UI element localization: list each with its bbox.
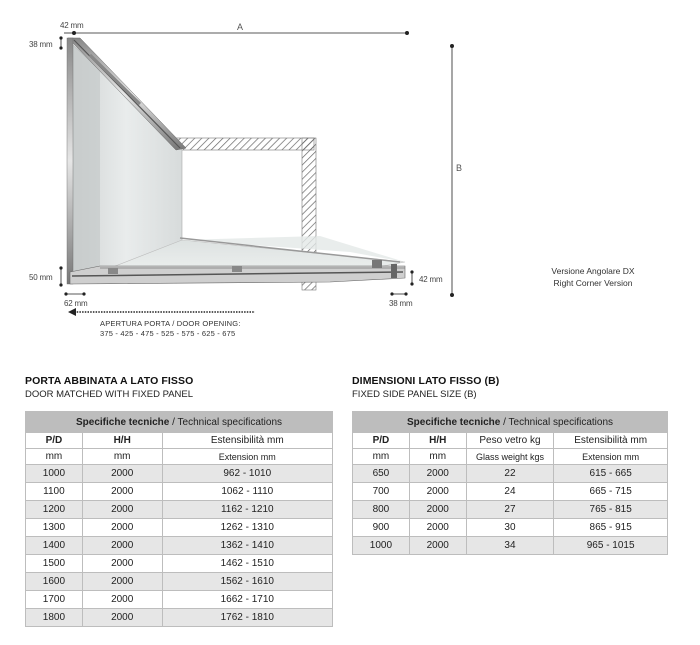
col-pd: P/D xyxy=(353,433,410,449)
right-section-title: DIMENSIONI LATO FISSO (B) xyxy=(352,375,500,387)
version-note xyxy=(538,265,648,289)
dim-42-top-label: 42 mm xyxy=(60,21,84,30)
table-row: 1700 2000 1662 - 1710 xyxy=(26,591,333,609)
col-extension-en: Extension mm xyxy=(554,449,668,465)
unit-hh: mm xyxy=(409,449,466,465)
dim-62-label: 62 mm xyxy=(64,299,88,308)
unit-pd: mm xyxy=(26,449,83,465)
dim-a-label: A xyxy=(237,22,244,32)
spec-header: Specifiche tecniche / Technical specifications xyxy=(26,412,333,433)
opening-label: APERTURA PORTA / DOOR OPENING: xyxy=(100,319,241,328)
unit-hh: mm xyxy=(82,449,162,465)
table-row: 800 2000 27 765 - 815 xyxy=(353,501,668,519)
table-row: 900 2000 30 865 - 915 xyxy=(353,519,668,537)
table-row: 1500 2000 1462 - 1510 xyxy=(26,555,333,573)
col-extension-it: Estensibilità mm xyxy=(554,433,668,449)
version-it: Versione Angolare DX xyxy=(551,266,635,276)
col-weight-it: Peso vetro kg xyxy=(466,433,554,449)
table-row: 1400 2000 1362 - 1410 xyxy=(26,537,333,555)
version-en: Right Corner Version xyxy=(553,278,633,288)
table-row: 1000 2000 34 965 - 1015 xyxy=(353,537,668,555)
table-row: 700 2000 24 665 - 715 xyxy=(353,483,668,501)
right-section-subtitle: FIXED SIDE PANEL SIZE (B) xyxy=(352,389,477,400)
dim-42-right-label: 42 mm xyxy=(419,275,443,284)
door-opening-note xyxy=(100,319,241,339)
table-row: 1800 2000 1762 - 1810 xyxy=(26,609,333,627)
table-row: 1600 2000 1562 - 1610 xyxy=(26,573,333,591)
door-spec-table xyxy=(25,411,333,627)
dim-38-bottom-label: 38 mm xyxy=(389,299,413,308)
col-extension-it: Estensibilità mm xyxy=(162,433,332,449)
left-section-subtitle: DOOR MATCHED WITH FIXED PANEL xyxy=(25,389,194,400)
table-row: 1300 2000 1262 - 1310 xyxy=(26,519,333,537)
fixed-panel-spec-table xyxy=(352,411,668,555)
table-row: 1100 2000 1062 - 1110 xyxy=(26,483,333,501)
table-row: 1000 2000 962 - 1010 xyxy=(26,465,333,483)
col-hh: H/H xyxy=(82,433,162,449)
unit-pd: mm xyxy=(353,449,410,465)
spec-header: Specifiche tecniche / Technical specifications xyxy=(353,412,668,433)
col-extension-en: Extension mm xyxy=(162,449,332,465)
wall-profile xyxy=(67,38,73,284)
col-weight-en: Glass weight kgs xyxy=(466,449,554,465)
dim-50-label: 50 mm xyxy=(29,273,53,282)
opening-values: 375 - 425 - 475 - 525 - 575 - 625 - 675 xyxy=(100,329,236,338)
table-row: 1200 2000 1162 - 1210 xyxy=(26,501,333,519)
left-section-title: PORTA ABBINATA A LATO FISSO xyxy=(25,375,194,387)
col-hh: H/H xyxy=(409,433,466,449)
col-pd: P/D xyxy=(26,433,83,449)
dim-b-label: B xyxy=(456,163,463,173)
table-row: 650 2000 22 615 - 665 xyxy=(353,465,668,483)
dim-38-top-label: 38 mm xyxy=(29,40,53,49)
